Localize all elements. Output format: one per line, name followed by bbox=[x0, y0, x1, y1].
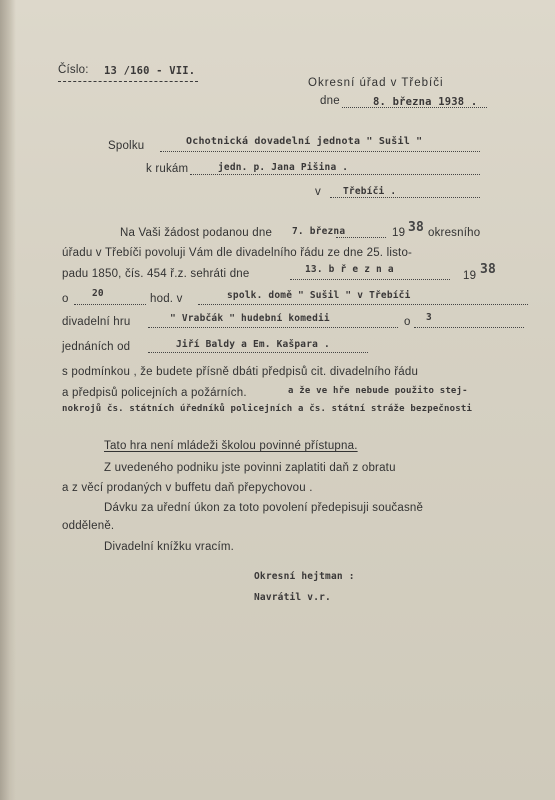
spolku-dotted-line bbox=[160, 151, 480, 152]
tax-note-line2: a z věcí prodaných v buffetu daň přepychovou . bbox=[62, 482, 313, 494]
body-l3-text: padu 1850, čís. 454 ř.z. sehráti dne bbox=[62, 268, 250, 280]
date-value: 8. března 1938 . bbox=[373, 96, 478, 108]
fee-note-line1: Dávku za uřední úkon za toto povolení předepisuji současně bbox=[104, 502, 424, 514]
place-dotted-line bbox=[330, 197, 480, 198]
age-restriction-note: Tato hra není mládeži školou povinné přístupna. bbox=[104, 440, 358, 452]
body-l1-century: 19 bbox=[392, 227, 406, 239]
body-l1-year: 38 bbox=[408, 220, 425, 235]
tax-note-line1: Z uvedeného podniku jste povinni zaplatiti daň z obratu bbox=[104, 462, 396, 474]
body-l5-count: 3 bbox=[426, 312, 432, 323]
body-l4-venue: spolk. domě " Sušil " v Třebíči bbox=[227, 290, 411, 301]
body-l3-year: 38 bbox=[480, 262, 497, 277]
body-l3-century: 19 bbox=[463, 270, 477, 282]
page-binding-shadow bbox=[0, 0, 16, 800]
body-l5-text: divadelní hru bbox=[62, 316, 131, 328]
body-l2: úřadu v Třebíči povoluji Vám dle divadelního řádu ze dne 25. listo- bbox=[62, 247, 413, 259]
body-l1-dots bbox=[336, 237, 386, 238]
fee-note-line2: odděleně. bbox=[62, 520, 115, 532]
body-l5-o: o bbox=[404, 316, 411, 328]
body-l9-typed: nokrojů čs. státních úředníků policejních a čs. státní stráže bezpečnosti bbox=[62, 404, 473, 414]
rukam-dotted-line bbox=[190, 174, 480, 175]
cislo-label: Číslo: bbox=[58, 64, 89, 76]
body-l1-text: Na Vaši žádost podanou dne bbox=[120, 227, 273, 239]
body-l1-date: 7. března bbox=[292, 226, 346, 237]
body-l4-hour: 20 bbox=[92, 288, 104, 299]
place-value: Třebíči . bbox=[343, 186, 397, 197]
spolku-label: Spolku bbox=[108, 140, 145, 152]
body-l1-end: okresního bbox=[428, 227, 481, 239]
office-name: Okresní úřad v Třebíči bbox=[308, 77, 444, 89]
body-l4-dots-a bbox=[74, 304, 146, 305]
date-prefix: dne bbox=[320, 95, 340, 107]
body-l8-text: a předpisů policejních a požárních. bbox=[62, 387, 247, 399]
rukam-value: jedn. p. Jana Pišina . bbox=[218, 162, 349, 173]
body-l3-date: 13. b ř e z n a bbox=[305, 264, 394, 275]
cislo-underline bbox=[58, 81, 198, 82]
signature-title: Okresní hejtman : bbox=[254, 571, 355, 582]
body-l7: s podmínkou , že budete přísně dbáti předpisů cit. divadelního řádu bbox=[62, 366, 419, 378]
body-l4-hod: hod. v bbox=[150, 293, 183, 305]
body-l3-dots bbox=[290, 279, 450, 280]
body-l6-dots bbox=[148, 352, 368, 353]
body-l4-o: o bbox=[62, 293, 69, 305]
body-l6-authors: Jiří Baldy a Em. Kašpara . bbox=[176, 339, 330, 350]
body-l8-typed: a že ve hře nebude použito stej- bbox=[288, 386, 468, 396]
body-l6-text: jednáních od bbox=[62, 341, 131, 353]
date-dotted-line bbox=[342, 107, 487, 108]
cislo-value: 13 /160 - VII. bbox=[104, 65, 196, 77]
rukam-label: k rukám bbox=[146, 163, 189, 175]
v-label: v bbox=[315, 186, 321, 198]
body-l4-dots-b bbox=[198, 304, 528, 305]
signature-name: Navrátil v.r. bbox=[254, 592, 331, 603]
return-note: Divadelní knížku vracím. bbox=[104, 541, 235, 553]
body-l5-dots-b bbox=[414, 327, 524, 328]
spolku-value: Ochotnická dovadelní jednota " Sušil " bbox=[186, 136, 423, 147]
body-l5-play: " Vrabčák " hudební komedii bbox=[170, 313, 330, 324]
body-l5-dots bbox=[148, 327, 398, 328]
